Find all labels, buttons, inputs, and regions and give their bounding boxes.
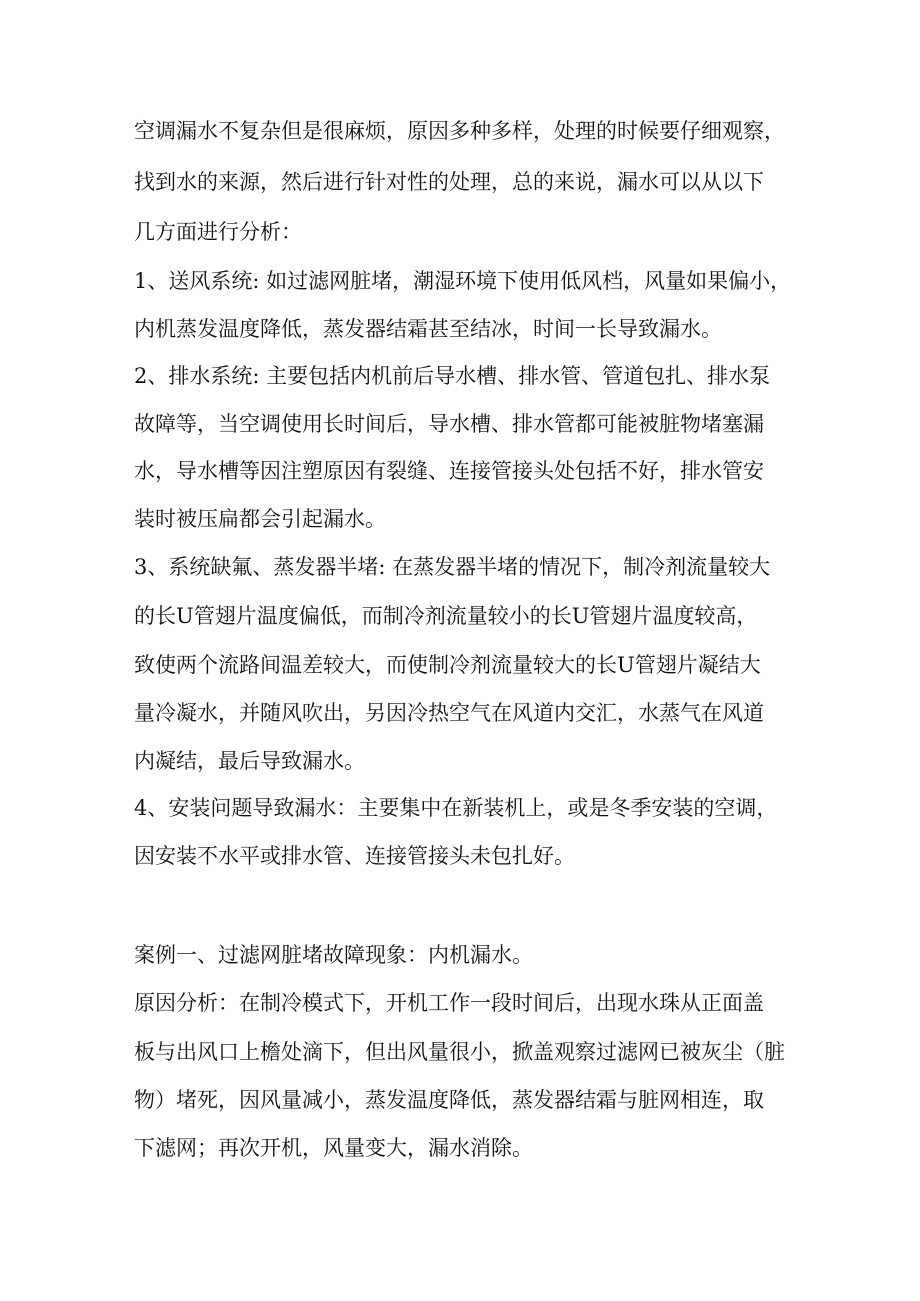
item1-line-2: 内机蒸发温度降低，蒸发器结霜甚至结冰，时间一长导致漏水。 <box>134 317 722 341</box>
item1-line-1: 1、送风系统: 如过滤网脏堵，潮湿环境下使用低风档，风量如果偏小， <box>134 269 792 293</box>
item3-line-3: 致使两个流路间温差较大，而使制冷剂流量较大的长U管翅片凝结大 <box>134 653 761 677</box>
item2-line-1: 2、排水系统: 主要包括内机前后导水槽、排水管、管道包扎、排水泵 <box>134 364 771 388</box>
case1-analysis-line-4: 下滤网；再次开机，风量变大，漏水消除。 <box>134 1136 533 1160</box>
case1-analysis-line-2: 板与出风口上檐处滴下，但出风量很小，掀盖观察过滤网已被灰尘（脏 <box>134 1040 785 1064</box>
case1-analysis-line-1: 原因分析：在制冷模式下，开机工作一段时间后，出现水珠从正面盖 <box>134 991 764 1015</box>
item3-line-5: 内凝结，最后导致漏水。 <box>134 749 365 773</box>
intro-line-3: 几方面进行分析： <box>134 220 302 244</box>
intro-line-2: 找到水的来源，然后进行针对性的处理，总的来说，漏水可以从以下 <box>134 170 764 194</box>
item2-line-3: 水，导水槽等因注塑原因有裂缝、连接管接头处包括不好，排水管安 <box>134 459 764 483</box>
item3-line-2: 的长U管翅片温度偏低，而制冷剂流量较小的长U管翅片温度较高， <box>134 604 758 628</box>
item3-line-1: 3、系统缺氟、蒸发器半堵: 在蒸发器半堵的情况下，制冷剂流量较大 <box>134 555 771 579</box>
intro-line-1: 空调漏水不复杂但是很麻烦，原因多种多样，处理的时候要仔细观察， <box>134 119 785 143</box>
item4-line-2: 因安装不水平或排水管、连接管接头未包扎好。 <box>134 844 575 868</box>
case1-analysis-line-3: 物）堵死，因风量减小，蒸发温度降低，蒸发器结霜与脏网相连，取 <box>134 1088 764 1112</box>
item3-line-4: 量冷凝水，并随风吹出，另因冷热空气在风道内交汇，水蒸气在风道 <box>134 701 764 725</box>
case1-title: 案例一、过滤网脏堵故障现象：内机漏水。 <box>134 943 533 967</box>
item2-line-2: 故障等，当空调使用长时间后，导水槽、排水管都可能被脏物堵塞漏 <box>134 412 764 436</box>
item4-line-1: 4、安装问题导致漏水：主要集中在新装机上，或是冬季安装的空调， <box>134 796 778 820</box>
item2-line-4: 装时被压扁都会引起漏水。 <box>134 507 386 531</box>
